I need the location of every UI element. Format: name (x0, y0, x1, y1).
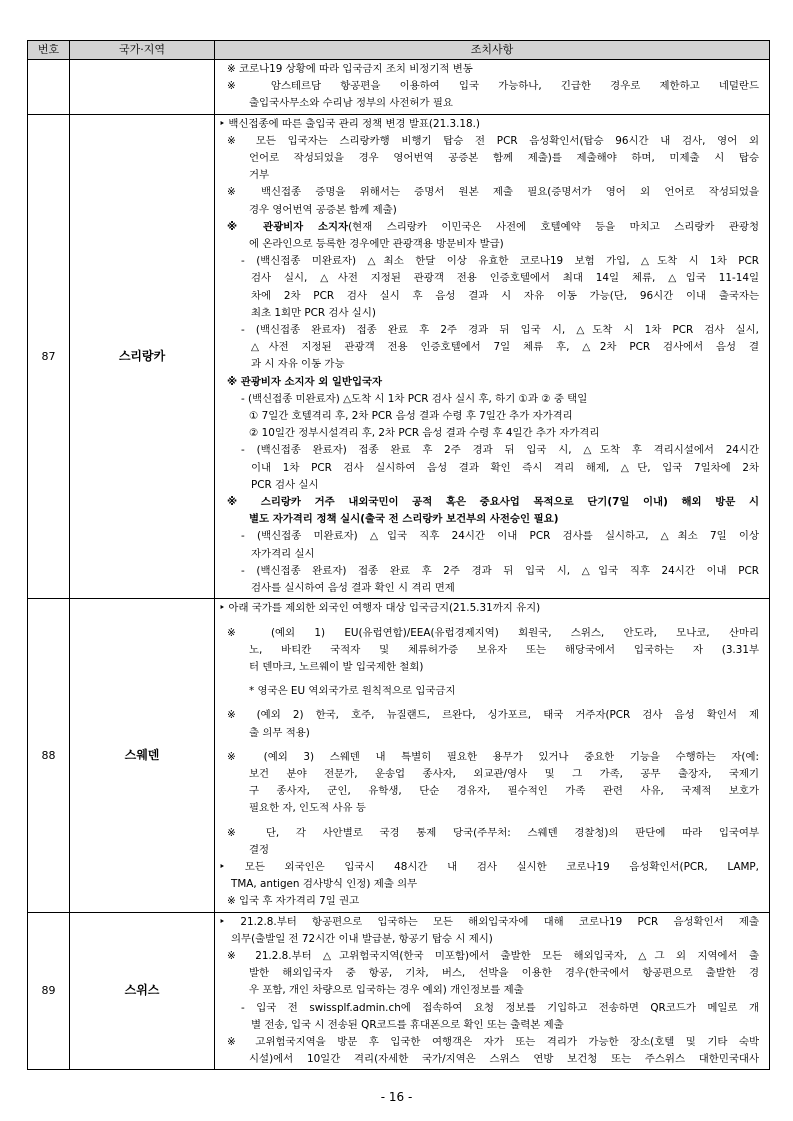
table-row-sweden (28, 599, 770, 912)
country-cell: 스리랑카 (70, 114, 215, 599)
text-line: - (백신접종 미완료자) △입국 직후 24시간 이내 PCR 검사를 실시하고, △최소 7일 이상 (241, 530, 759, 543)
text-line: ※ 21.2.8.부터 △고위험국지역(한국 미포함)에서 출발한 모든 해외입국자, △그 외 지역에서 출 (227, 949, 759, 962)
measures-cell (215, 912, 770, 1070)
text-line: 결정 (249, 843, 270, 856)
country-cell: 스웨덴 (70, 599, 215, 912)
table-row-switzerland (28, 912, 770, 1070)
text-line: ※ 스리랑카 거주 내외국민이 공적 혹은 중요사업 목적으로 단기(7일 이내) 해외 방문 시 (227, 496, 759, 509)
text-line: 최초 1회만 PCR 검사 실시) (251, 306, 376, 319)
text-line: - (백신접종 완료자) 접종 완료 후 2주 경과 뒤 입국 시, △도착 후 격리시설에서 24시간 (241, 444, 759, 457)
text-line: - (백신접종 미완료자) △도착 시 1차 PCR 검사 실시 후, 하기 ①과 ② 중 택일 (241, 392, 588, 405)
text-line: ※ 코로나19 상황에 따라 입국금지 조치 비정기적 변동 (227, 63, 473, 75)
text-line: ② 10일간 정부시설격리 후, 2차 PCR 음성 결과 수령 후 4일간 추가 자가격리 (249, 427, 600, 440)
text-line: 우 포함, 개인 차량으로 입국하는 경우 예외) 개인정보를 제출 (249, 984, 524, 997)
spacer (219, 818, 759, 825)
text-line: 구 종사자, 군인, 유학생, 단순 경유자, 필수적인 가족 관련 사유, 국제적 보호가 (249, 785, 759, 798)
text-line: * 영국은 EU 역외국가로 원칙적으로 입국금지 (249, 685, 456, 698)
text-line: ※ 고위험국지역을 방문 후 입국한 여행객은 자가 또는 격리가 가능한 장소(호텔 및 기타 숙박 (227, 1035, 759, 1048)
text-line: ‣ 모든 외국인은 입국시 48시간 내 검사 실시한 코로나19 음성확인서(PCR, LAMP, (219, 860, 759, 873)
text-line: ※ 입국 후 자가격리 7일 권고 (227, 895, 360, 908)
text-line: 필요한 자, 인도적 사유 등 (249, 802, 366, 815)
page-number: - 16 - (380, 1090, 413, 1104)
header-measures: 조치사항 (215, 41, 770, 60)
text-line: 이내 1차 PCR 검사 실시하여 음성 결과 확인 즉시 격리 해제, △단, 입국 7일차에 2차 (251, 461, 759, 474)
text-line: 출 의무 적용) (249, 726, 310, 739)
text-line: 검사를 실시하여 음성 결과 확인 시 격리 면제 (251, 582, 455, 595)
text-line: 거부 (249, 169, 270, 182)
text-line: ‣ 21.2.8.부터 항공편으로 입국하는 모든 해외입국자에 대해 코로나19 PCR 음성확인서 제출 (219, 915, 759, 928)
text-line: ※ 암스테르담 항공편을 이용하여 입국 가능하나, 긴급한 경우로 제한하고 네덜란드 (227, 80, 759, 93)
text-line: - (백신접종 미완료자) △최소 한달 이상 유효한 코로나19 보험 가입, △도착 시 1차 PCR (241, 255, 759, 268)
text-line: 경우 영어번역 공증본 함께 제출) (249, 203, 397, 216)
text-line: ‣ 백신접종에 따른 출입국 관리 정책 변경 발표(21.3.18.) (219, 117, 480, 130)
text-line: 자가격리 실시 (251, 547, 315, 560)
header-country: 국가·지역 (70, 41, 215, 60)
text-line: ※ 모든 입국자는 스리랑카행 비행기 탑승 전 PCR 음성확인서(탑승 96시간 내 검사, 영어 외 (227, 134, 759, 147)
spacer (219, 700, 759, 707)
number-cell: 87 (28, 114, 70, 599)
text-line (219, 219, 759, 236)
text-line: - (백신접종 완료자) 접종 완료 후 2주 경과 뒤 입국 시, △도착 시 1차 PCR 검사 실시, (241, 324, 759, 337)
text-line: PCR 검사 실시 (251, 478, 319, 491)
text-line: 의무(출발일 전 72시간 이내 발급분, 항공기 탑승 시 제시) (231, 932, 493, 945)
text-line: - (백신접종 완료자) 접종 완료 후 2주 경과 뒤 입국 시, △입국 직후 24시간 이내 PCR (241, 564, 759, 577)
text-line: 터 덴마크, 노르웨이 발 입국제한 철회) (249, 660, 424, 673)
text-line: 발한 해외입국자 중 항공, 기차, 버스, 선박을 이용한 경우(한국에서 항공편으로 출발한 경 (249, 967, 759, 980)
country-cell (70, 60, 215, 115)
text-line: △사전 지정된 관광객 전용 인증호텔에서 7일 체류 후, △2차 PCR 검사에서 음성 결 (251, 341, 759, 354)
measures-cell (215, 60, 770, 115)
country-cell: 스위스 (70, 912, 215, 1070)
text-line: ※ 백신접종 증명을 위해서는 증명서 원본 제출 필요(증명서가 영어 외 언어로 작성되었을 (227, 186, 759, 199)
text-line: 과 시 자유 이동 가능 (251, 358, 345, 371)
text-line: ※ (예외 3) 스웨덴 내 특별히 필요한 용무가 있거나 중요한 기능을 수행하는 자(예: (227, 750, 759, 763)
text-line: 검사 실시, △사전 지정된 관광객 전용 인증호텔에서 최대 14일 체류, △입국 11-14일 (251, 272, 759, 285)
text-line: ① 7일간 호텔격리 후, 2차 PCR 음성 결과 수령 후 7일간 추가 자가격리 (249, 410, 573, 423)
measures-cell (215, 599, 770, 912)
text-line: 별 전송, 입국 시 전송된 QR코드를 휴대폰으로 확인 또는 출력본 제출 (251, 1018, 564, 1031)
text-line: ※ (예외 2) 한국, 호주, 뉴질랜드, 르완다, 싱가포르, 태국 거주자(PCR 검사 음성 확인서 제 (227, 709, 759, 722)
text-line: 언어로 작성되었을 경우 영어번역 공증본 함께 제출)를 제출해야 하며, 미제출 시 탑승 (249, 152, 759, 165)
text-line: 에 온라인으로 등록한 경우에만 관광객용 방문비자 발급) (249, 238, 504, 251)
text-line: 차에 2차 PCR 검사 실시 후 음성 결과 시 자유 이동 가능(단, 96시간 이내 출국자는 (251, 289, 759, 302)
text-line: TMA, antigen 검사방식 인정) 제출 의무 (231, 878, 418, 891)
table-row-continuation (28, 60, 770, 115)
inline-text: (현재 스리랑카 이민국은 사전에 호텔예약 등을 마치고 스리랑카 관광청 (348, 220, 759, 233)
text-line: 보건 분야 전문가, 운송업 종사자, 외교관/영사 및 그 가족, 공무 출장자, 국제기 (249, 767, 759, 780)
spacer (219, 676, 759, 683)
header-number: 번호 (28, 41, 70, 60)
spacer (219, 618, 759, 625)
text-line: 출입국사무소와 수리남 정부의 사전허가 필요 (249, 97, 453, 110)
measures-table (27, 40, 770, 1070)
text-line: ‣ 아래 국가를 제외한 외국인 여행자 대상 입국금지(21.5.31까지 유지) (219, 602, 541, 615)
table-row-sri-lanka (28, 114, 770, 599)
text-line: ※ 관광비자 소지자 외 일반입국자 (227, 375, 383, 388)
number-cell: 89 (28, 912, 70, 1070)
text-line: 노, 바티칸 국적자 및 체류허가증 보유자 또는 해당국에서 입국하는 자 (3.31부 (249, 643, 759, 656)
number-cell: 88 (28, 599, 70, 912)
text-line: ※ 단, 각 사안별로 국경 통제 당국(주무처: 스웨덴 경찰청)의 판단에 따라 입국여부 (227, 826, 759, 839)
table-header-row (28, 41, 770, 60)
text-line: - 입국 전 swissplf.admin.ch에 접속하여 요청 정보를 기입하고 전송하면 QR코드가 메일로 개 (241, 1001, 759, 1014)
number-cell (28, 60, 70, 115)
text-line: ※ (예외 1) EU(유럽연합)/EEA(유럽경제지역) 회원국, 스위스, 안도라, 모나코, 산마리 (227, 626, 759, 639)
text-line: 별도 자가격리 정책 실시(출국 전 스리랑카 보건부의 사전승인 필요) (249, 513, 559, 526)
spacer (219, 742, 759, 749)
text-line: 시설)에서 10일간 격리(자세한 국가/지역은 스위스 연방 보건청 또는 주스위스 대한민국대사 (249, 1053, 759, 1066)
bold-heading: ※ 관광비자 소지자 (227, 220, 349, 233)
measures-cell (215, 114, 770, 599)
